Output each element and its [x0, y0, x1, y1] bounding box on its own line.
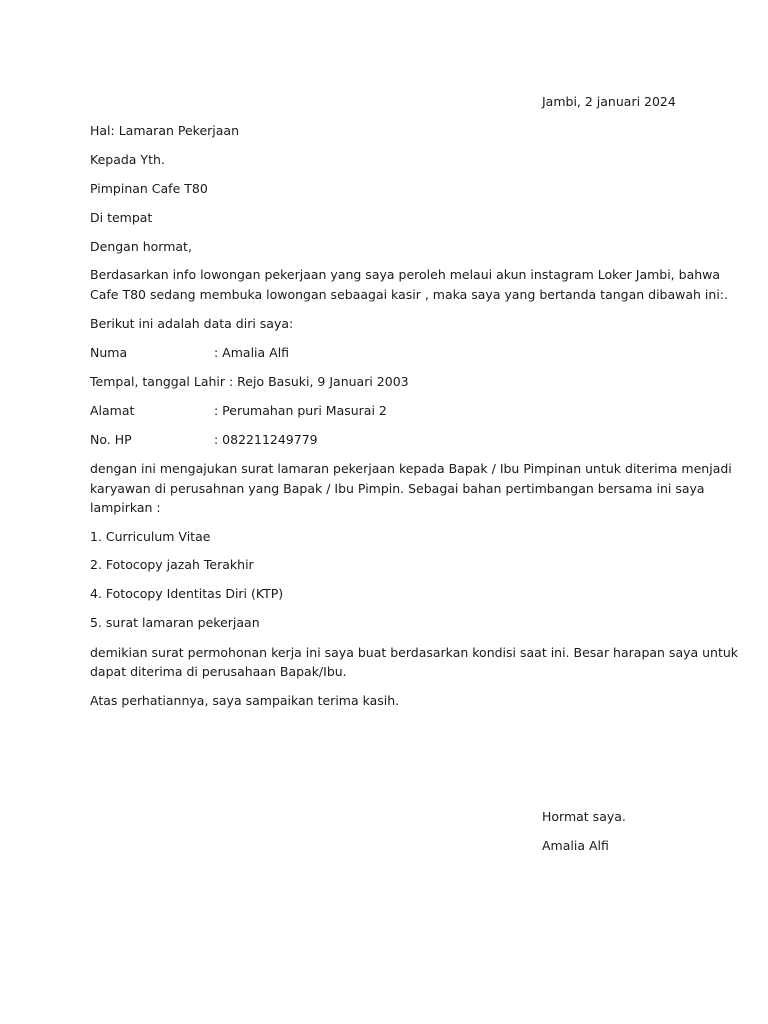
field-row — [90, 372, 409, 392]
field-label: Alamat — [90, 403, 135, 418]
field-label: Numa — [90, 345, 128, 360]
attachment-item: 1. Curriculum Vitae — [90, 529, 211, 544]
intro-line-1: Berdasarkan info lowongan pekerjaan yang saya peroleh melaui akun instagram Loker Jambi, bahwa — [90, 267, 721, 282]
body-line-1: dengan ini mengajukan surat lamaran pekerjaan kepada Bapak / Ibu Pimpinan untuk diterima menjadi — [90, 461, 732, 476]
closing-line-1: demikian surat permohonan kerja ini saya buat berdasarkan kondisi saat ini. Besar harapan saya untuk — [90, 645, 739, 660]
intro-line-2: Cafe T80 sedang membuka lowongan sebaagai kasir , maka saya yang bertanda tangan dibawah ini:. — [90, 287, 728, 302]
field-value: : Rejo Basuki, 9 Januari 2003 — [229, 374, 409, 389]
place: Di tempat — [90, 210, 153, 225]
data-intro: Berikut ini adalah data diri saya: — [90, 316, 294, 331]
field-value: : 082211249779 — [214, 432, 318, 447]
body-line-2: karyawan di perusahnan yang Bapak / Ibu Pimpin. Sebagai bahan pertimbangan bersama ini saya — [90, 481, 705, 496]
body-line-3: lampirkan : — [90, 500, 161, 515]
thanks-line: Atas perhatiannya, saya sampaikan terima kasih. — [90, 693, 400, 708]
field-label: No. HP — [90, 432, 132, 447]
recipient: Pimpinan Cafe T80 — [90, 181, 208, 196]
signoff: Hormat saya. — [542, 809, 626, 824]
signer-name: Amalia Alfi — [542, 838, 609, 853]
attachment-item: 2. Fotocopy jazah Terakhir — [90, 557, 254, 572]
field-row — [90, 430, 318, 450]
field-row — [90, 401, 387, 421]
attachment-item: 4. Fotocopy Identitas Diri (KTP) — [90, 586, 284, 601]
field-value: : Amalia Alfi — [214, 345, 290, 360]
closing-line-2: dapat diterima di perusahaan Bapak/Ibu. — [90, 664, 347, 679]
field-label: Tempal, tanggal Lahir — [90, 374, 226, 389]
attachment-item: 5. surat lamaran pekerjaan — [90, 615, 260, 630]
salutation: Dengan hormat, — [90, 239, 192, 254]
field-value: : Perumahan puri Masurai 2 — [214, 403, 387, 418]
to-greeting: Kepada Yth. — [90, 152, 165, 167]
letter-subject: Hal: Lamaran Pekerjaan — [90, 123, 239, 138]
field-row — [90, 343, 289, 363]
letter-date: Jambi, 2 januari 2024 — [542, 94, 676, 109]
